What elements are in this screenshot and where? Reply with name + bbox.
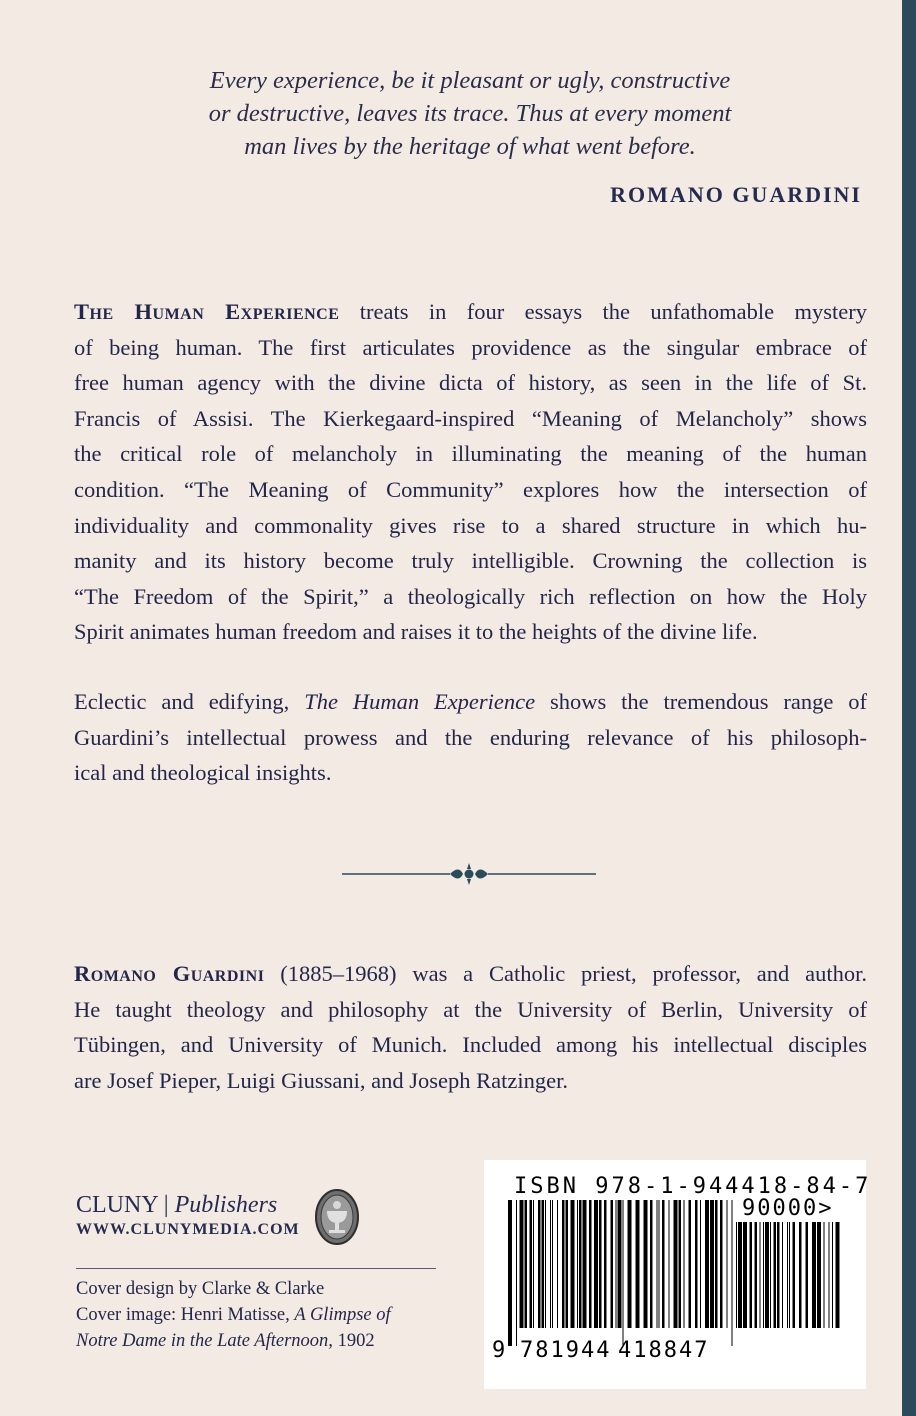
- barcode-bar: [545, 1200, 546, 1328]
- text-line: “The Freedom of the Spirit,” a theologically rich reflection on how the Holy: [74, 583, 867, 609]
- barcode-bar: [657, 1200, 658, 1328]
- barcode-bar: [760, 1222, 761, 1328]
- publisher-separator: |: [163, 1192, 169, 1218]
- artwork-title: A Glimpse of: [294, 1305, 391, 1325]
- barcode-bar: [562, 1200, 565, 1328]
- barcode-bar: [836, 1222, 840, 1328]
- epigraph-line: or destructive, leaves its trace. Thus at every moment: [208, 100, 732, 127]
- credit-image: [76, 1302, 391, 1328]
- barcode-bar: [720, 1200, 723, 1328]
- barcode-bar: [566, 1200, 569, 1328]
- author-name-smallcaps: Romano Guardini: [74, 961, 265, 986]
- barcode-bar: [777, 1222, 780, 1328]
- barcode-bar: [824, 1222, 825, 1328]
- barcode-bar: [817, 1222, 821, 1328]
- text-line: individuality and commonality gives rise to a shared structure in which hu-: [74, 512, 867, 538]
- barcode-bar: [806, 1222, 809, 1328]
- barcode-bar: [571, 1200, 575, 1328]
- description-paragraph-2: [74, 684, 867, 791]
- credit-image-cont: [76, 1328, 391, 1354]
- barcode-bar: [793, 1222, 796, 1328]
- text-line: Guardini’s intellectual prowess and the enduring relevance of his philosoph-: [74, 724, 867, 750]
- text-line: [74, 684, 867, 720]
- barcode-bar: [684, 1200, 685, 1328]
- text-line: condition. “The Meaning of Community” explores how the intersection of: [74, 476, 867, 502]
- artwork-year: 1902: [332, 1331, 375, 1351]
- addon-barcode-bars: [736, 1222, 846, 1346]
- publisher-wordmark: CLUNY: [76, 1192, 158, 1218]
- barcode-bar: [689, 1200, 692, 1328]
- barcode-bar: [743, 1222, 747, 1328]
- barcode-bar: [530, 1200, 533, 1328]
- barcode-bar: [763, 1222, 764, 1328]
- barcode-bar: [538, 1200, 541, 1328]
- text-line: manity and its history become truly intelligible. Crowning the collection is: [74, 548, 867, 574]
- text-line: [74, 956, 867, 992]
- barcode-digit-first: 9: [492, 1338, 506, 1363]
- publisher-name: [76, 1192, 300, 1219]
- text-line: free human agency with the divine dicta of history, as seen in the life of St.: [74, 370, 867, 396]
- publisher-block: [76, 1192, 300, 1239]
- barcode-bar: [516, 1200, 517, 1346]
- text-run: treats in four essays the unfathomable mystery: [339, 299, 867, 324]
- barcode-bar: [550, 1200, 551, 1328]
- book-title-italic: The Human Experience: [304, 689, 536, 714]
- text-line: Spirit animates human freedom and raises it to the heights of the divine life.: [74, 619, 758, 645]
- publisher-imprint: Publishers: [174, 1192, 278, 1218]
- isbn-label: ISBN 978-1-944418-84-7: [514, 1174, 872, 1199]
- text-line: He taught theology and philosophy at the University of Berlin, University of: [74, 996, 867, 1022]
- barcode-bar: [599, 1200, 602, 1328]
- barcode-bar: [616, 1200, 617, 1328]
- barcode-bar: [636, 1200, 640, 1328]
- barcode-bar: [774, 1222, 777, 1328]
- text-run: (1885–1968) was a Catholic priest, professor, and author.: [264, 961, 867, 986]
- ean-barcode-bars: [508, 1200, 738, 1346]
- barcode-bar: [782, 1222, 783, 1328]
- barcode-bar: [611, 1200, 614, 1328]
- barcode-bar: [594, 1200, 598, 1328]
- barcode-bar: [618, 1200, 622, 1328]
- author-bio: [74, 956, 867, 1098]
- barcode-bar: [755, 1222, 758, 1328]
- epigraph-quote: [150, 64, 790, 163]
- text-line: Tübingen, and University of Munich. Included among his intellectual disciples: [74, 1032, 867, 1058]
- book-title-smallcaps: The Human Experience: [74, 299, 340, 324]
- barcode-bar: [508, 1200, 512, 1346]
- barcode-bar: [589, 1200, 592, 1328]
- barcode-digits-right: 418847: [618, 1338, 710, 1363]
- barcode-bar: [650, 1200, 653, 1328]
- barcode-bar: [577, 1200, 578, 1328]
- barcode-bar: [659, 1200, 660, 1328]
- text-run: shows the tremendous range of: [535, 689, 867, 714]
- text-line: of being human. The first articulates providence as the singular embrace of: [74, 334, 867, 360]
- text-line: Francis of Assisi. The Kierkegaard-inspired “Meaning of Melancholy” shows: [74, 405, 867, 431]
- barcode-bar: [829, 1222, 830, 1328]
- price-code: 90000>: [742, 1196, 834, 1221]
- barcode-bar: [542, 1200, 545, 1328]
- cover-credits: [76, 1276, 391, 1354]
- text-line: the critical role of melancholy in illuminating the meaning of the human: [74, 441, 867, 467]
- barcode-bar: [669, 1200, 670, 1328]
- barcode-bar: [770, 1222, 771, 1328]
- barcode-bar: [710, 1200, 714, 1328]
- barcode-bar: [520, 1200, 524, 1328]
- barcode-digits-left: 781944: [520, 1338, 612, 1363]
- barcode-bar: [662, 1200, 665, 1328]
- barcode-bar: [705, 1200, 709, 1328]
- text-line: [74, 294, 867, 330]
- barcode-bar: [525, 1200, 528, 1328]
- chalice-seal-icon: [314, 1188, 360, 1246]
- barcode-bar: [700, 1200, 701, 1328]
- barcode-bar: [583, 1200, 587, 1328]
- barcode-bar: [695, 1200, 698, 1328]
- epigraph-line: Every experience, be it pleasant or ugly, constructive: [209, 67, 731, 94]
- barcode-bar: [812, 1222, 816, 1328]
- barcode-bar: [750, 1222, 753, 1328]
- text-line: ical and theological insights.: [74, 760, 332, 786]
- barcode-bar: [644, 1200, 648, 1328]
- fleuron-ornament-icon: [342, 860, 596, 888]
- barcode-bar: [727, 1200, 728, 1328]
- isbn-barcode: [484, 1160, 872, 1389]
- barcode-bar: [674, 1200, 678, 1328]
- barcode-bar: [623, 1200, 624, 1346]
- barcode-bar: [552, 1200, 553, 1328]
- publisher-url: WWW.CLUNYMEDIA.COM: [76, 1221, 300, 1238]
- barcode-bar: [789, 1222, 790, 1328]
- publisher-divider: [76, 1268, 436, 1269]
- barcode-bar: [679, 1200, 682, 1328]
- barcode-bar: [765, 1222, 769, 1328]
- barcode-bar: [787, 1222, 788, 1328]
- barcode-bar: [732, 1200, 733, 1346]
- epigraph-line: man lives by the heritage of what went before.: [244, 133, 696, 160]
- credit-design: Cover design by Clarke & Clarke: [76, 1279, 325, 1299]
- barcode-bar: [533, 1200, 534, 1328]
- artwork-title: Notre Dame in the Late Afternoon,: [76, 1331, 333, 1351]
- text-line: are Josef Pieper, Luigi Giussani, and Joseph Ratzinger.: [74, 1067, 568, 1093]
- epigraph-author: ROMANO GUARDINI: [610, 182, 862, 207]
- spine-edge: [902, 0, 916, 1416]
- barcode-bar: [799, 1222, 802, 1328]
- barcode-bar: [736, 1222, 737, 1328]
- description-paragraph-1: [74, 294, 867, 650]
- text-run: Cover image: Henri Matisse,: [76, 1305, 295, 1325]
- barcode-bar: [604, 1200, 607, 1328]
- barcode-bar: [738, 1222, 742, 1328]
- text-run: Eclectic and edifying,: [74, 689, 305, 714]
- barcode-bar: [715, 1200, 718, 1328]
- barcode-bar: [832, 1222, 833, 1328]
- barcode-bar: [557, 1200, 558, 1328]
- barcode-bar: [579, 1200, 582, 1328]
- barcode-bar: [628, 1200, 632, 1328]
